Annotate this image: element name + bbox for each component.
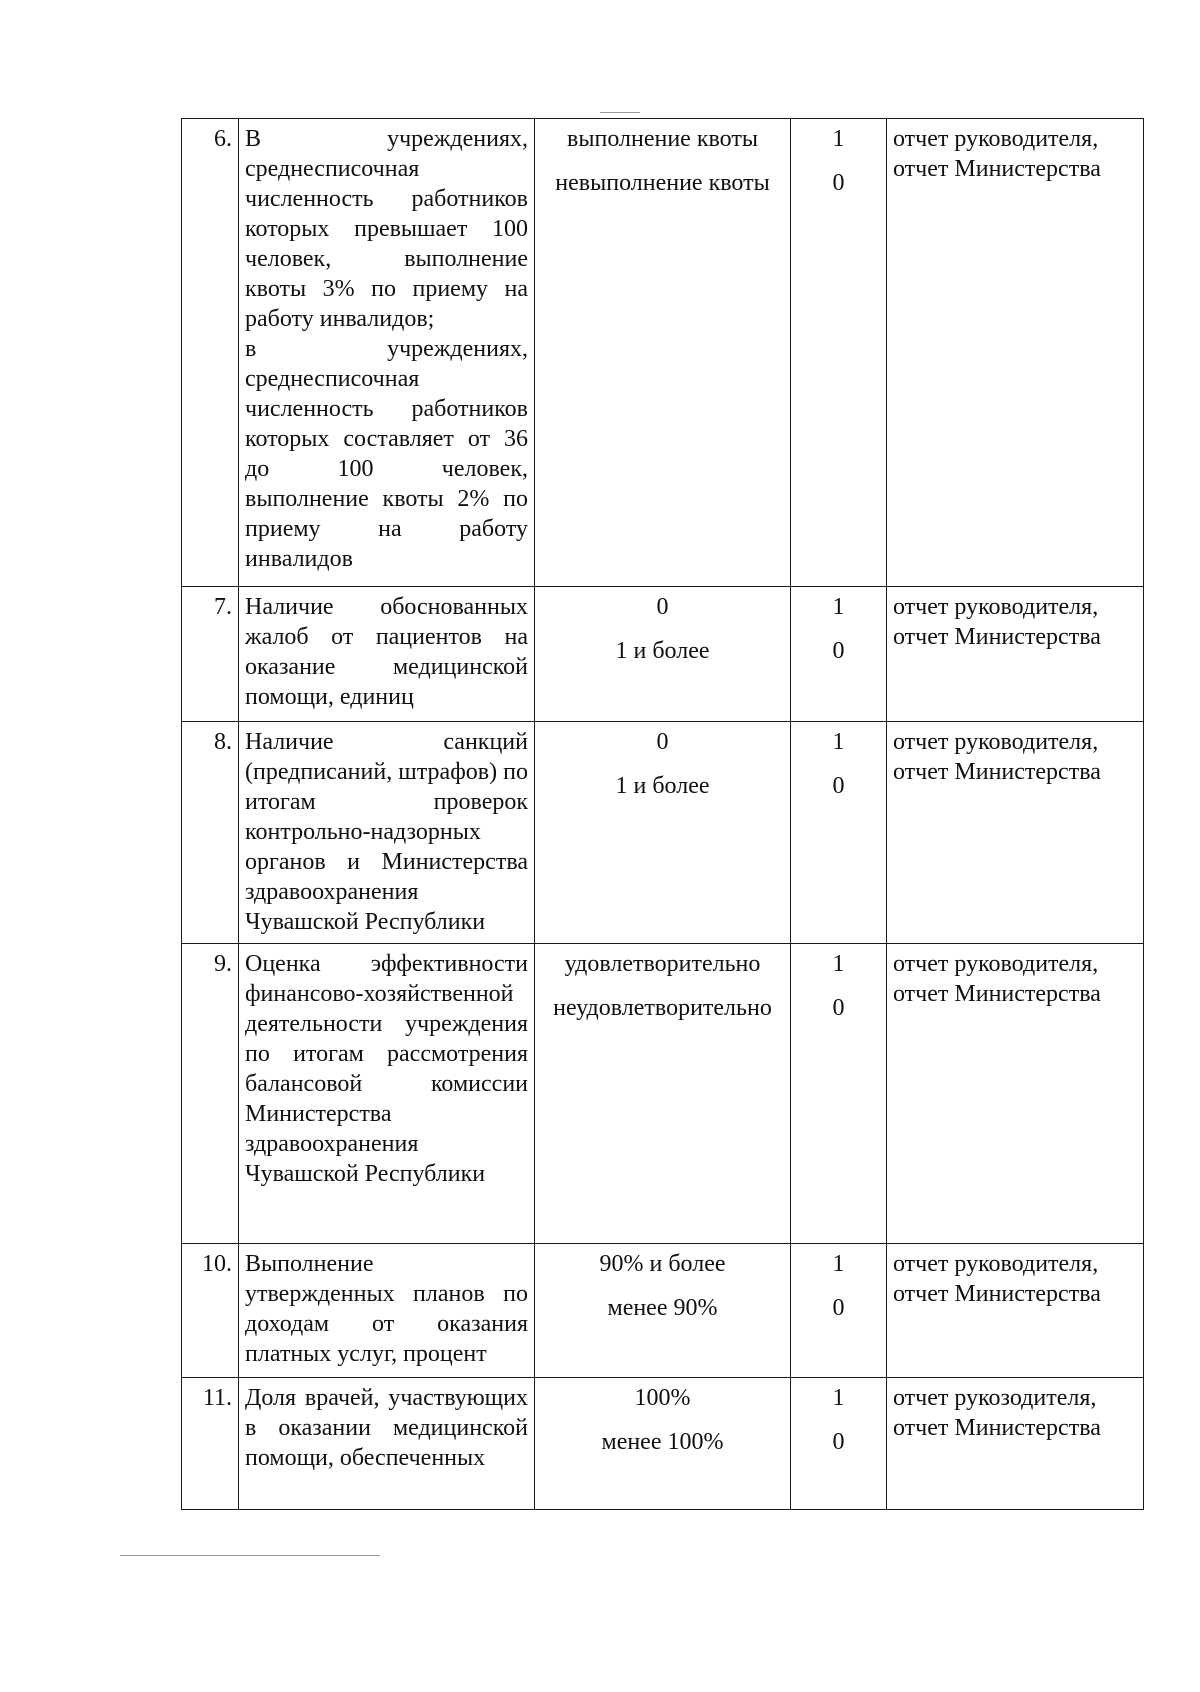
- scan-artifact: [600, 112, 640, 113]
- source-cell: [887, 944, 1144, 1244]
- row-number: 8.: [182, 722, 239, 944]
- value-option: удовлетворительно: [564, 951, 761, 977]
- value-option: 100%: [634, 1385, 691, 1411]
- score-value: 1: [832, 1251, 845, 1277]
- score-cell: [791, 587, 887, 722]
- score-value: 1: [832, 594, 845, 620]
- indicator-text: Наличие обоснованных жалоб от пациентов на оказание медицинской помощи, единиц: [245, 594, 528, 710]
- row-number: 9.: [182, 944, 239, 1244]
- table-row: [182, 1378, 1144, 1510]
- scan-artifact: [120, 1555, 380, 1556]
- value-option: 1 и более: [615, 638, 710, 664]
- score-cell: [791, 119, 887, 587]
- source-text: отчет руководителя,: [893, 126, 1099, 152]
- score-value: 1: [832, 951, 845, 977]
- value-option: 0: [656, 729, 669, 755]
- source-cell: [887, 1244, 1144, 1378]
- row-number: 10.: [182, 1244, 239, 1378]
- score-cell: [791, 1378, 887, 1510]
- value-option: выполнение квоты: [567, 126, 758, 152]
- row-number: 11.: [182, 1378, 239, 1510]
- indicator-text: в учреждениях, среднесписочная численность работников которых составляет от 36 до 100 человек, выполнение квоты 2% по приему на работу инвалидов: [245, 336, 528, 572]
- score-cell: [791, 722, 887, 944]
- value-option: невыполнение квоты: [555, 170, 770, 196]
- value-option: 1 и более: [615, 773, 710, 799]
- value-option: менее 100%: [601, 1429, 724, 1455]
- value-option: 0: [656, 594, 669, 620]
- indicator-text: Выполнение утвержденных планов по доходам от оказания платных услуг, процент: [245, 1251, 528, 1367]
- source-text: отчет Министерства: [893, 624, 1101, 650]
- value-option: менее 90%: [607, 1295, 718, 1321]
- row-number: 7.: [182, 587, 239, 722]
- score-value: 1: [832, 126, 845, 152]
- source-text: отчет руководителя,: [893, 594, 1099, 620]
- source-text: отчет Министерства: [893, 759, 1101, 785]
- value-cell: [535, 1244, 791, 1378]
- indicator-cell: [239, 1244, 535, 1378]
- value-cell: [535, 944, 791, 1244]
- score-cell: [791, 1244, 887, 1378]
- indicator-cell: [239, 587, 535, 722]
- score-value: 0: [832, 638, 845, 664]
- source-text: отчет Министерства: [893, 1415, 1101, 1441]
- value-cell: [535, 119, 791, 587]
- source-text: отчет Министерства: [893, 156, 1101, 182]
- value-option: 90% и более: [599, 1251, 726, 1277]
- indicator-cell: [239, 119, 535, 587]
- table-row: [182, 722, 1144, 944]
- row-number: 6.: [182, 119, 239, 587]
- score-value: 0: [832, 1429, 845, 1455]
- value-cell: [535, 587, 791, 722]
- value-option: неудовлетворительно: [553, 995, 772, 1021]
- table-row: [182, 587, 1144, 722]
- source-cell: [887, 1378, 1144, 1510]
- score-value: 0: [832, 773, 845, 799]
- indicator-text: В учреждениях, среднесписочная численность работников которых превышает 100 человек, выполнение квоты 3% по приему на работу инвалидов;: [245, 126, 528, 332]
- source-cell: [887, 587, 1144, 722]
- source-text: отчет руководителя,: [893, 951, 1099, 977]
- source-text: отчет Министерства: [893, 1281, 1101, 1307]
- source-cell: [887, 722, 1144, 944]
- value-cell: [535, 1378, 791, 1510]
- score-value: 1: [832, 1385, 845, 1411]
- table-row: [182, 944, 1144, 1244]
- indicator-text: Наличие санкций (предписаний, штрафов) по итогам проверок контрольно-надзорных органов и Министерства здравоохранения Чувашской Республики: [245, 729, 528, 935]
- score-value: 0: [832, 170, 845, 196]
- score-value: 0: [832, 1295, 845, 1321]
- score-value: 1: [832, 729, 845, 755]
- table-row: [182, 1244, 1144, 1378]
- table-row: [182, 119, 1144, 587]
- value-cell: [535, 722, 791, 944]
- score-cell: [791, 944, 887, 1244]
- indicator-text: Оценка эффективности финансово-хозяйственной деятельности учреждения по итогам рассмотрения балансовой комиссии Министерства здравоохранения Чувашской Республики: [245, 951, 528, 1187]
- indicator-cell: [239, 722, 535, 944]
- indicator-cell: [239, 1378, 535, 1510]
- indicator-text: Доля врачей, участвующих в оказании медицинской помощи, обеспеченных: [245, 1385, 528, 1471]
- source-text: отчет рукозодителя,: [893, 1385, 1097, 1411]
- score-value: 0: [832, 995, 845, 1021]
- source-cell: [887, 119, 1144, 587]
- criteria-table: [181, 118, 1144, 1510]
- source-text: отчет руководителя,: [893, 729, 1099, 755]
- source-text: отчет руководителя,: [893, 1251, 1099, 1277]
- indicator-cell: [239, 944, 535, 1244]
- source-text: отчет Министерства: [893, 981, 1101, 1007]
